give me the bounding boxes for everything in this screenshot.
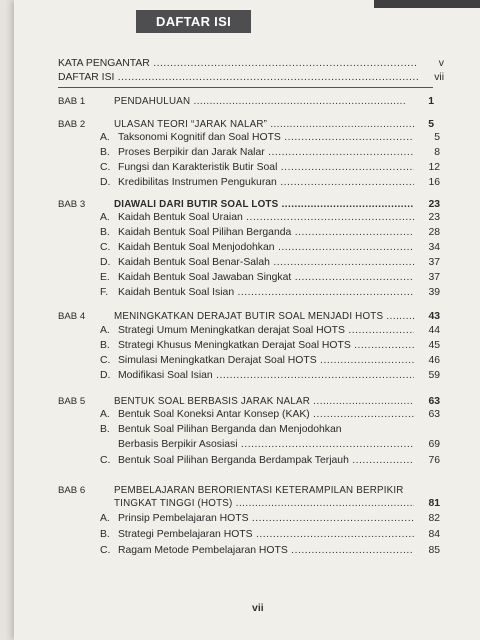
section-title: Bentuk Soal Pilihan Berganda Berdampak Terjauh ..... bbox=[118, 455, 414, 467]
toc-page-number: vii bbox=[434, 72, 444, 83]
section-title: Ragam Metode Pembelajaran HOTS ..... bbox=[118, 545, 414, 557]
section-page-number: 46 bbox=[428, 355, 440, 366]
section-letter: A. bbox=[100, 513, 110, 524]
section-title: Kaidah Bentuk Soal Jawaban Singkat ..... bbox=[118, 272, 414, 284]
chapter-title: BENTUK SOAL BERBASIS JARAK NALAR ..... bbox=[114, 396, 414, 408]
chapter-title: DIAWALI DARI BUTIR SOAL LOTS ..... bbox=[114, 199, 414, 211]
chapter-number: BAB 6 bbox=[58, 485, 86, 496]
section-page-number: 8 bbox=[434, 147, 440, 158]
book-page bbox=[14, 0, 480, 640]
section-title: Fungsi dan Karakteristik Butir Soal ..... bbox=[118, 162, 414, 174]
chapter-title: PENDAHULUAN ..... bbox=[114, 96, 406, 108]
chapter-page-number: 63 bbox=[428, 396, 440, 407]
section-title: Prinsip Pembelajaran HOTS ..... bbox=[118, 513, 414, 525]
chapter-page-number: 43 bbox=[428, 311, 440, 322]
section-letter: C. bbox=[100, 162, 111, 173]
section-page-number: 45 bbox=[428, 340, 440, 351]
section-title: Kaidah Bentuk Soal Isian ..... bbox=[118, 287, 414, 299]
section-page-number: 76 bbox=[428, 455, 440, 466]
chapter-page-number: 23 bbox=[428, 199, 440, 210]
section-page-number: 59 bbox=[428, 370, 440, 381]
section-page-number: 69 bbox=[428, 439, 440, 450]
section-page-number: 34 bbox=[428, 242, 440, 253]
section-page-number: 12 bbox=[428, 162, 440, 173]
chapter-page-number: 5 bbox=[428, 119, 434, 130]
section-page-number: 44 bbox=[428, 325, 440, 336]
section-title: Kaidah Bentuk Soal Uraian ..... bbox=[118, 212, 414, 224]
section-letter: F. bbox=[100, 287, 109, 298]
section-title: Kaidah Bentuk Soal Menjodohkan ..... bbox=[118, 242, 414, 254]
section-letter: D. bbox=[100, 370, 111, 381]
section-page-number: 82 bbox=[428, 513, 440, 524]
section-page-number: 37 bbox=[428, 272, 440, 283]
section-letter: D. bbox=[100, 177, 111, 188]
section-title: Taksonomi Kognitif dan Soal HOTS ..... bbox=[118, 132, 414, 144]
chapter-page-number: 81 bbox=[428, 498, 440, 509]
section-letter: E. bbox=[100, 272, 110, 283]
section-page-number: 39 bbox=[428, 287, 440, 298]
section-letter: B. bbox=[100, 147, 110, 158]
toc-entry-title: DAFTAR ISI ..... bbox=[58, 72, 418, 84]
divider bbox=[58, 87, 433, 88]
section-page-number: 5 bbox=[434, 132, 440, 143]
page-title: DAFTAR ISI bbox=[136, 10, 251, 33]
section-letter: A. bbox=[100, 325, 110, 336]
section-page-number: 23 bbox=[428, 212, 440, 223]
section-title: Bentuk Soal Koneksi Antar Konsep (KAK) ..... bbox=[118, 409, 414, 421]
section-page-number: 63 bbox=[428, 409, 440, 420]
section-letter: A. bbox=[100, 409, 110, 420]
section-title: Strategi Khusus Meningkatkan Derajat Soal HOTS ..... bbox=[118, 340, 414, 352]
section-letter: B. bbox=[100, 227, 110, 238]
section-letter: D. bbox=[100, 257, 111, 268]
section-letter: C. bbox=[100, 455, 111, 466]
chapter-number: BAB 3 bbox=[58, 199, 86, 210]
section-letter: C. bbox=[100, 355, 111, 366]
section-page-number: 85 bbox=[428, 545, 440, 556]
chapter-title-line2: TINGKAT TINGGI (HOTS) ..... bbox=[114, 498, 414, 510]
chapter-number: BAB 2 bbox=[58, 119, 86, 130]
chapter-number: BAB 1 bbox=[58, 96, 86, 107]
section-title: Modifikasi Soal Isian ..... bbox=[118, 370, 414, 382]
chapter-number: BAB 5 bbox=[58, 396, 86, 407]
chapter-number: BAB 4 bbox=[58, 311, 86, 322]
section-letter: C. bbox=[100, 242, 111, 253]
page-number-footer: vii bbox=[252, 602, 264, 614]
section-page-number: 16 bbox=[428, 177, 440, 188]
section-title: Kaidah Bentuk Soal Benar-Salah ..... bbox=[118, 257, 414, 269]
section-title: Simulasi Meningkatkan Derajat Soal HOTS ..... bbox=[118, 355, 414, 367]
section-title: Kaidah Bentuk Soal Pilihan Berganda ..... bbox=[118, 227, 414, 239]
chapter-page-number: 1 bbox=[428, 96, 434, 107]
section-letter: A. bbox=[100, 132, 110, 143]
section-page-number: 84 bbox=[428, 529, 440, 540]
chapter-title: ULASAN TEORI “JARAK NALAR” ..... bbox=[114, 119, 414, 131]
section-page-number: 37 bbox=[428, 257, 440, 268]
section-letter: B. bbox=[100, 529, 110, 540]
section-letter: B. bbox=[100, 340, 110, 351]
section-letter: C. bbox=[100, 545, 111, 556]
section-title-line2: Berbasis Berpikir Asosiasi ..... bbox=[118, 439, 414, 451]
section-title: Strategi Umum Meningkatkan derajat Soal HOTS ..... bbox=[118, 325, 414, 337]
toc-page-number: v bbox=[438, 58, 444, 69]
section-title: Strategi Pembelajaran HOTS ..... bbox=[118, 529, 414, 541]
section-letter: B. bbox=[100, 424, 110, 435]
section-title: Kredibilitas Instrumen Pengukuran ..... bbox=[118, 177, 414, 189]
section-page-number: 28 bbox=[428, 227, 440, 238]
section-letter: A. bbox=[100, 212, 110, 223]
chapter-title: PEMBELAJARAN BERORIENTASI KETERAMPILAN BERPIKIR bbox=[114, 485, 404, 496]
toc-entry-title: KATA PENGANTAR ..... bbox=[58, 58, 418, 70]
section-title: Bentuk Soal Pilihan Berganda dan Menjodohkan bbox=[118, 424, 342, 435]
chapter-title: MENINGKATKAN DERAJAT BUTIR SOAL MENJADI HOTS ..... bbox=[114, 311, 414, 323]
page-top-shadow bbox=[374, 0, 480, 8]
section-title: Proses Berpikir dan Jarak Nalar ..... bbox=[118, 147, 414, 159]
